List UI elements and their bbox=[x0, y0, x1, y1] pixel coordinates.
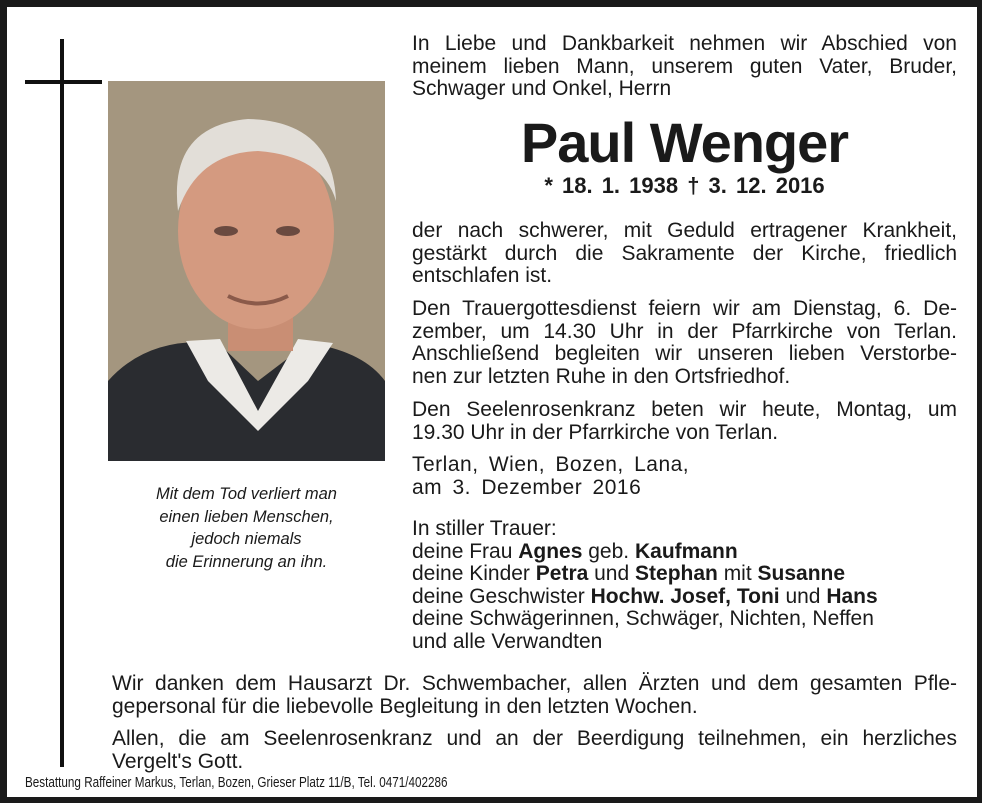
mourner-text: und bbox=[588, 562, 636, 586]
mourner-text: und alle Verwandten bbox=[412, 629, 603, 653]
place-date bbox=[412, 454, 772, 499]
text-line: gestärkt durch die Sakramente der Kirche, friedlich bbox=[412, 241, 957, 265]
mourners-list bbox=[412, 518, 957, 654]
thanks-doctors bbox=[112, 673, 957, 718]
text-line: Wir danken dem Hausarzt Dr. Schwembacher, allen Ärzten und dem gesamten Pfle- bbox=[112, 672, 957, 695]
quote-line: die Erinnerung an ihn. bbox=[165, 552, 328, 571]
text-line: der nach schwerer, mit Geduld ertragener Krankheit, bbox=[412, 219, 957, 242]
mourner-text: mit bbox=[717, 562, 758, 586]
funeral-service-text bbox=[412, 298, 957, 388]
text-line: am 3. Dezember 2016 bbox=[412, 475, 642, 499]
mourner-name: Petra bbox=[535, 562, 589, 586]
quote-line: jedoch niemals bbox=[191, 530, 302, 548]
mourner-text: In stiller Trauer: bbox=[412, 517, 557, 540]
cross-icon-bar bbox=[25, 80, 102, 84]
mourner-text: deine Kinder bbox=[412, 562, 536, 586]
mourner-name: Hans bbox=[826, 584, 878, 608]
text-line: nen zur letzten Ruhe in den Ortsfriedhof. bbox=[412, 364, 791, 388]
rosary-text bbox=[412, 399, 957, 444]
death-text bbox=[412, 220, 957, 288]
quote-line: einen lieben Menschen, bbox=[159, 507, 334, 526]
portrait-photo bbox=[108, 81, 385, 461]
deceased-name: Paul Wenger bbox=[520, 111, 849, 174]
text-line: zember, um 14.30 Uhr in der Pfarrkirche von Terlan. bbox=[412, 319, 957, 343]
life-dates: * 18. 1. 1938 † 3. 12. 2016 bbox=[544, 173, 825, 198]
text-line: 19.30 Uhr in der Pfarrkirche von Terlan. bbox=[412, 420, 779, 444]
mourner-text: deine Schwägerinnen, Schwäger, Nichten, Neffen bbox=[412, 607, 874, 631]
text-line: entschlafen ist. bbox=[412, 264, 553, 288]
mourner-name: Kaufmann bbox=[634, 539, 738, 563]
text-line: In Liebe und Dankbarkeit nehmen wir Abschied von bbox=[412, 32, 957, 55]
text-line: Den Seelenrosenkranz beten wir heute, Montag, um bbox=[412, 398, 957, 421]
mourner-text: deine Geschwister bbox=[412, 584, 591, 608]
cross-icon bbox=[60, 39, 64, 767]
mourner-name: Agnes bbox=[518, 539, 583, 563]
mourner-name: Stephan bbox=[635, 562, 718, 586]
mourner-text: deine Frau bbox=[412, 539, 519, 563]
mourner-text: geb. bbox=[582, 539, 635, 563]
text-line: Vergelt's Gott. bbox=[112, 749, 244, 773]
mourner-name: Hochw. Josef, Toni bbox=[590, 584, 780, 608]
mourner-line bbox=[412, 608, 957, 631]
mourner-text: und bbox=[779, 584, 827, 608]
intro-text bbox=[412, 33, 957, 101]
memorial-quote bbox=[108, 483, 385, 573]
text-line: Terlan, Wien, Bozen, Lana, bbox=[412, 453, 690, 476]
mourner-line bbox=[412, 586, 957, 609]
funeral-home-footer: Bestattung Raffeiner Markus, Terlan, Bozen, Grieser Platz 11/B, Tel. 0471/402286 bbox=[25, 774, 448, 791]
thanks-attendees bbox=[112, 728, 957, 773]
text-line: Schwager und Onkel, Herrn bbox=[412, 77, 672, 101]
mourner-line bbox=[412, 631, 957, 654]
text-line: Allen, die am Seelenrosenkranz und an der Beerdigung teilnehmen, ein herzliches bbox=[112, 727, 957, 750]
text-line: gepersonal für die liebevolle Begleitung in den letzten Wochen. bbox=[112, 694, 698, 718]
obituary-notice bbox=[7, 7, 977, 797]
mourner-line bbox=[412, 541, 957, 564]
text-line: Den Trauergottesdienst feiern wir am Dienstag, 6. De- bbox=[412, 297, 957, 320]
mourner-line bbox=[412, 518, 957, 541]
mourner-name: Susanne bbox=[757, 562, 846, 586]
quote-line: Mit dem Tod verliert man bbox=[156, 485, 337, 503]
text-line: meinem lieben Mann, unserem guten Vater, Bruder, bbox=[412, 54, 957, 78]
mourner-line bbox=[412, 563, 957, 586]
text-line: Anschließend begleiten wir unseren lieben Verstorbe- bbox=[412, 342, 957, 366]
